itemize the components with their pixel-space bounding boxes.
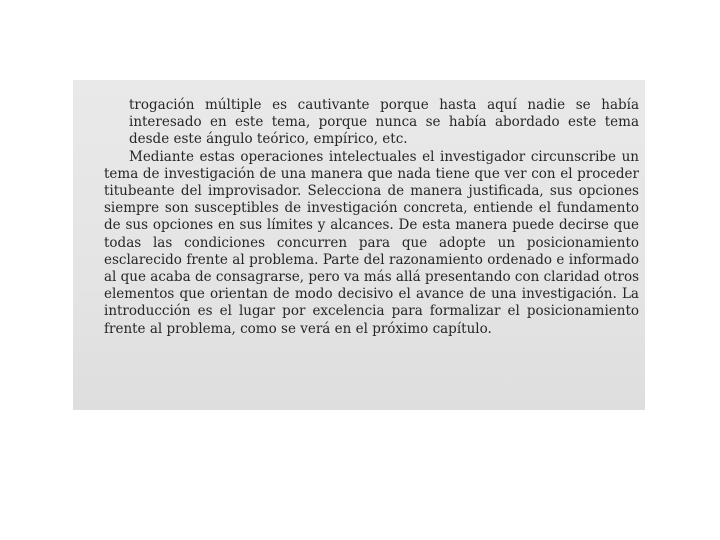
page-text (104, 97, 639, 338)
paragraph-continuation: trogación múltiple es cautivante porque hasta aquí nadie se había interesado en este tema, porque nunca se había abordado este tema desde este ángulo teórico, empírico, etc. (129, 97, 639, 148)
scanned-page (73, 80, 645, 410)
paragraph-main: Mediante estas operaciones intelectuales el investigador circunscribe un tema de investigación de una manera que nada tiene que ver con el proceder titubeante del improvisador. Selecciona de manera justificada, sus opciones siempre son susceptibles de investigación concreta, entiende el fundamento de sus opciones en sus límites y alcances. De esta manera puede decirse que todas las condiciones concurren para que adopte un posicionamiento esclarecido frente al problema. Parte del razonamiento ordenado e informado al que acaba de consagrarse, pero va más allá presentando con claridad otros elementos que orientan de modo decisivo el avance de una investigación. La introducción es el lugar por excelencia para formalizar el posicionamiento frente al problema, como se verá en el próximo capítulo. (104, 148, 639, 337)
